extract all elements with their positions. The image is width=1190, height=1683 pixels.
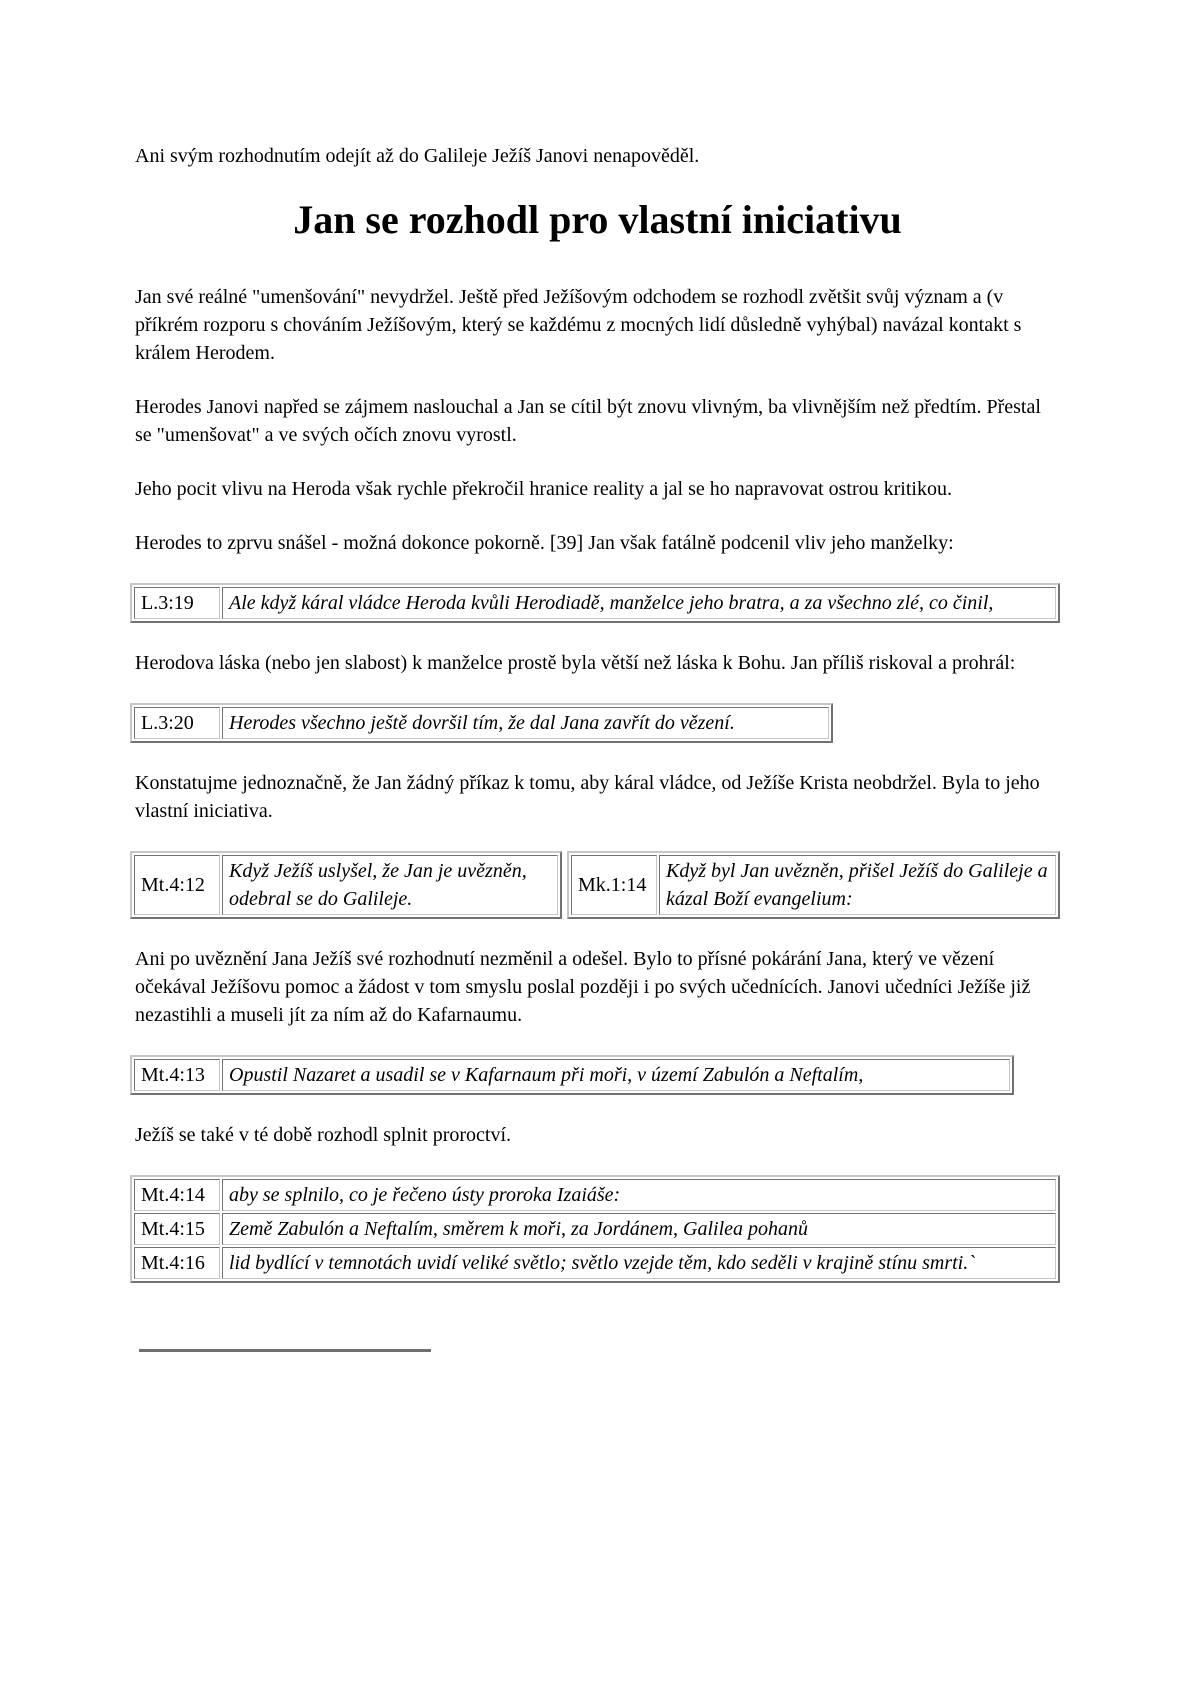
paragraph-naslouchal: Herodes Janovi napřed se zájmem naslouchal a Jan se cítil být znovu vlivným, ba vlivnějším než předtím. Přestal se "umenšovat" a ve svých očích znovu vyrostl. bbox=[135, 396, 1041, 446]
verse-ref: Mt.4:14 bbox=[134, 1179, 220, 1211]
verse-table-l319 bbox=[130, 583, 1060, 623]
paragraph-intro: Ani svým rozhodnutím odejít až do Galileje Ježíš Janovi nenapověděl. bbox=[135, 145, 700, 167]
verse-table-pair bbox=[130, 851, 1060, 919]
verse-ref: Mt.4:13 bbox=[134, 1059, 220, 1091]
verse-row bbox=[134, 587, 1056, 619]
verse-text: Opustil Nazaret a usadil se v Kafarnaum při moři, v území Zabulón a Neftalím, bbox=[222, 1059, 1010, 1091]
paragraph-uvezneni: Ani po uvěznění Jana Ježíš své rozhodnutí nezměnil a odešel. Bylo to přísné pokárání Jana, který ve vězení očekával Ježíšovu pomoc a žádost v tom smyslu poslal později i po svých učednících. Janovi učedníci Ježíše již nezastihli a museli jít za ním až do Kafarnaumu. bbox=[135, 948, 1031, 1026]
verse-table-mt412 bbox=[130, 851, 562, 919]
verse-ref: Mt.4:16 bbox=[134, 1247, 220, 1279]
verse-ref: L.3:19 bbox=[134, 587, 220, 619]
verse-table-l320 bbox=[130, 703, 833, 743]
verse-text: Ale když káral vládce Heroda kvůli Herodiadě, manželce jeho bratra, a za všechno zlé, co činil, bbox=[222, 587, 1056, 619]
verse-text: Když Ježíš uslyšel, že Jan je uvězněn, odebral se do Galileje. bbox=[222, 855, 558, 915]
verse-text: Když byl Jan uvězněn, přišel Ježíš do Galileje a kázal Boží evangelium: bbox=[659, 855, 1056, 915]
verse-ref: Mt.4:12 bbox=[134, 855, 220, 915]
verse-row bbox=[134, 1247, 1056, 1279]
verse-row bbox=[134, 855, 558, 915]
footnote-separator-rule bbox=[139, 1349, 431, 1352]
paragraph-snasel: Herodes to zprvu snášel - možná dokonce pokorně. [39] Jan však fatálně podcenil vliv jeho manželky: bbox=[135, 532, 954, 554]
verse-ref: Mt.4:15 bbox=[134, 1213, 220, 1245]
verse-text: aby se splnilo, co je řečeno ústy proroka Izaiáše: bbox=[222, 1179, 1056, 1211]
verse-row bbox=[134, 1059, 1010, 1091]
verse-table-mt414-16 bbox=[130, 1175, 1060, 1283]
paragraph-laska: Herodova láska (nebo jen slabost) k manželce prostě byla větší než láska k Bohu. Jan příliš riskoval a prohrál: bbox=[135, 652, 1016, 674]
paragraph-konstatujme: Konstatujme jednoznačně, že Jan žádný příkaz k tomu, aby káral vládce, od Ježíše Krista neobdržel. Byla to jeho vlastní iniciativa. bbox=[135, 772, 1040, 822]
verse-text: Herodes všechno ještě dovršil tím, že dal Jana zavřít do vězení. bbox=[222, 707, 829, 739]
verse-table-mk114 bbox=[567, 851, 1060, 919]
paragraph-pocit-vlivu: Jeho pocit vlivu na Heroda však rychle překročil hranice reality a jal se ho napravovat ostrou kritikou. bbox=[135, 478, 952, 500]
verse-table-mt413 bbox=[130, 1055, 1014, 1095]
verse-text: lid bydlící v temnotách uvidí veliké světlo; světlo vzejde těm, kdo seděli v krajině stínu smrti.` bbox=[222, 1247, 1056, 1279]
verse-ref: Mk.1:14 bbox=[571, 855, 657, 915]
paragraph-umensovani: Jan své reálné "umenšování" nevydržel. Ještě před Ježíšovým odchodem se rozhodl zvětšit svůj význam a (v příkrém rozporu s chováním Ježíšovým, který se každému z mocných lidí důsledně vyhýbal) navázal kontakt s králem Herodem. bbox=[135, 286, 1022, 364]
verse-row bbox=[134, 707, 829, 739]
page-title: Jan se rozhodl pro vlastní iniciativu bbox=[293, 197, 902, 242]
verse-row bbox=[571, 855, 1056, 915]
verse-row bbox=[134, 1179, 1056, 1211]
verse-ref: L.3:20 bbox=[134, 707, 220, 739]
verse-text: Země Zabulón a Neftalím, směrem k moři, za Jordánem, Galilea pohanů bbox=[222, 1213, 1056, 1245]
verse-row bbox=[134, 1213, 1056, 1245]
paragraph-proroctvi: Ježíš se také v té době rozhodl splnit proroctví. bbox=[135, 1124, 512, 1146]
